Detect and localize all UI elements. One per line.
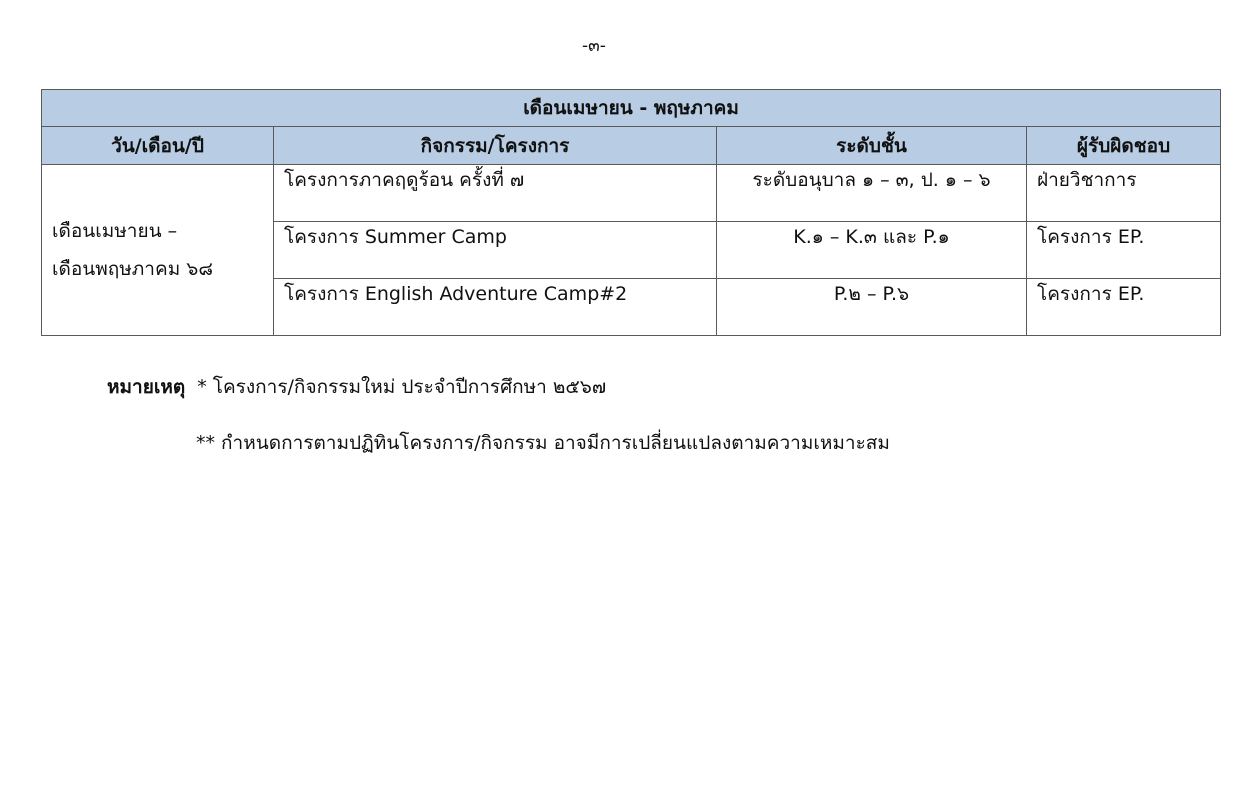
responsible-cell: โครงการ EP. (1027, 279, 1221, 336)
activity-cell: โครงการ English Adventure Camp#2 (274, 279, 717, 336)
activity-cell: โครงการ Summer Camp (274, 222, 717, 279)
note-2: ** กำหนดการตามปฏิทินโครงการ/กิจกรรม อาจมีการเปลี่ยนแปลงตามความเหมาะสม (196, 432, 890, 454)
table-header-row (42, 127, 1221, 165)
level-cell: P.๒ – P.๖ (717, 279, 1027, 336)
period-line-1: เดือนเมษายน – (52, 220, 178, 242)
responsible-cell: ฝ่ายวิชาการ (1027, 165, 1221, 222)
column-header-level: ระดับชั้น (717, 127, 1027, 165)
column-header-activity: กิจกรรม/โครงการ (274, 127, 717, 165)
schedule-table (41, 89, 1221, 336)
notes-line-1 (107, 372, 606, 402)
table-title-row (42, 90, 1221, 127)
notes-label: หมายเหตุ (107, 376, 186, 398)
period-line-2: เดือนพฤษภาคม ๖๘ (52, 258, 213, 280)
column-header-responsible: ผู้รับผิดชอบ (1027, 127, 1221, 165)
table-row (42, 165, 1221, 222)
table-title: เดือนเมษายน - พฤษภาคม (42, 90, 1221, 127)
activity-cell: โครงการภาคฤดูร้อน ครั้งที่ ๗ (274, 165, 717, 222)
page-number: -๓- (582, 36, 606, 56)
note-1: * โครงการ/กิจกรรมใหม่ ประจำปีการศึกษา ๒๕๖๗ (197, 376, 607, 398)
responsible-cell: โครงการ EP. (1027, 222, 1221, 279)
column-header-date: วัน/เดือน/ปี (42, 127, 274, 165)
level-cell: ระดับอนุบาล ๑ – ๓, ป. ๑ – ๖ (717, 165, 1027, 222)
period-cell (42, 165, 274, 336)
level-cell: K.๑ – K.๓ และ P.๑ (717, 222, 1027, 279)
